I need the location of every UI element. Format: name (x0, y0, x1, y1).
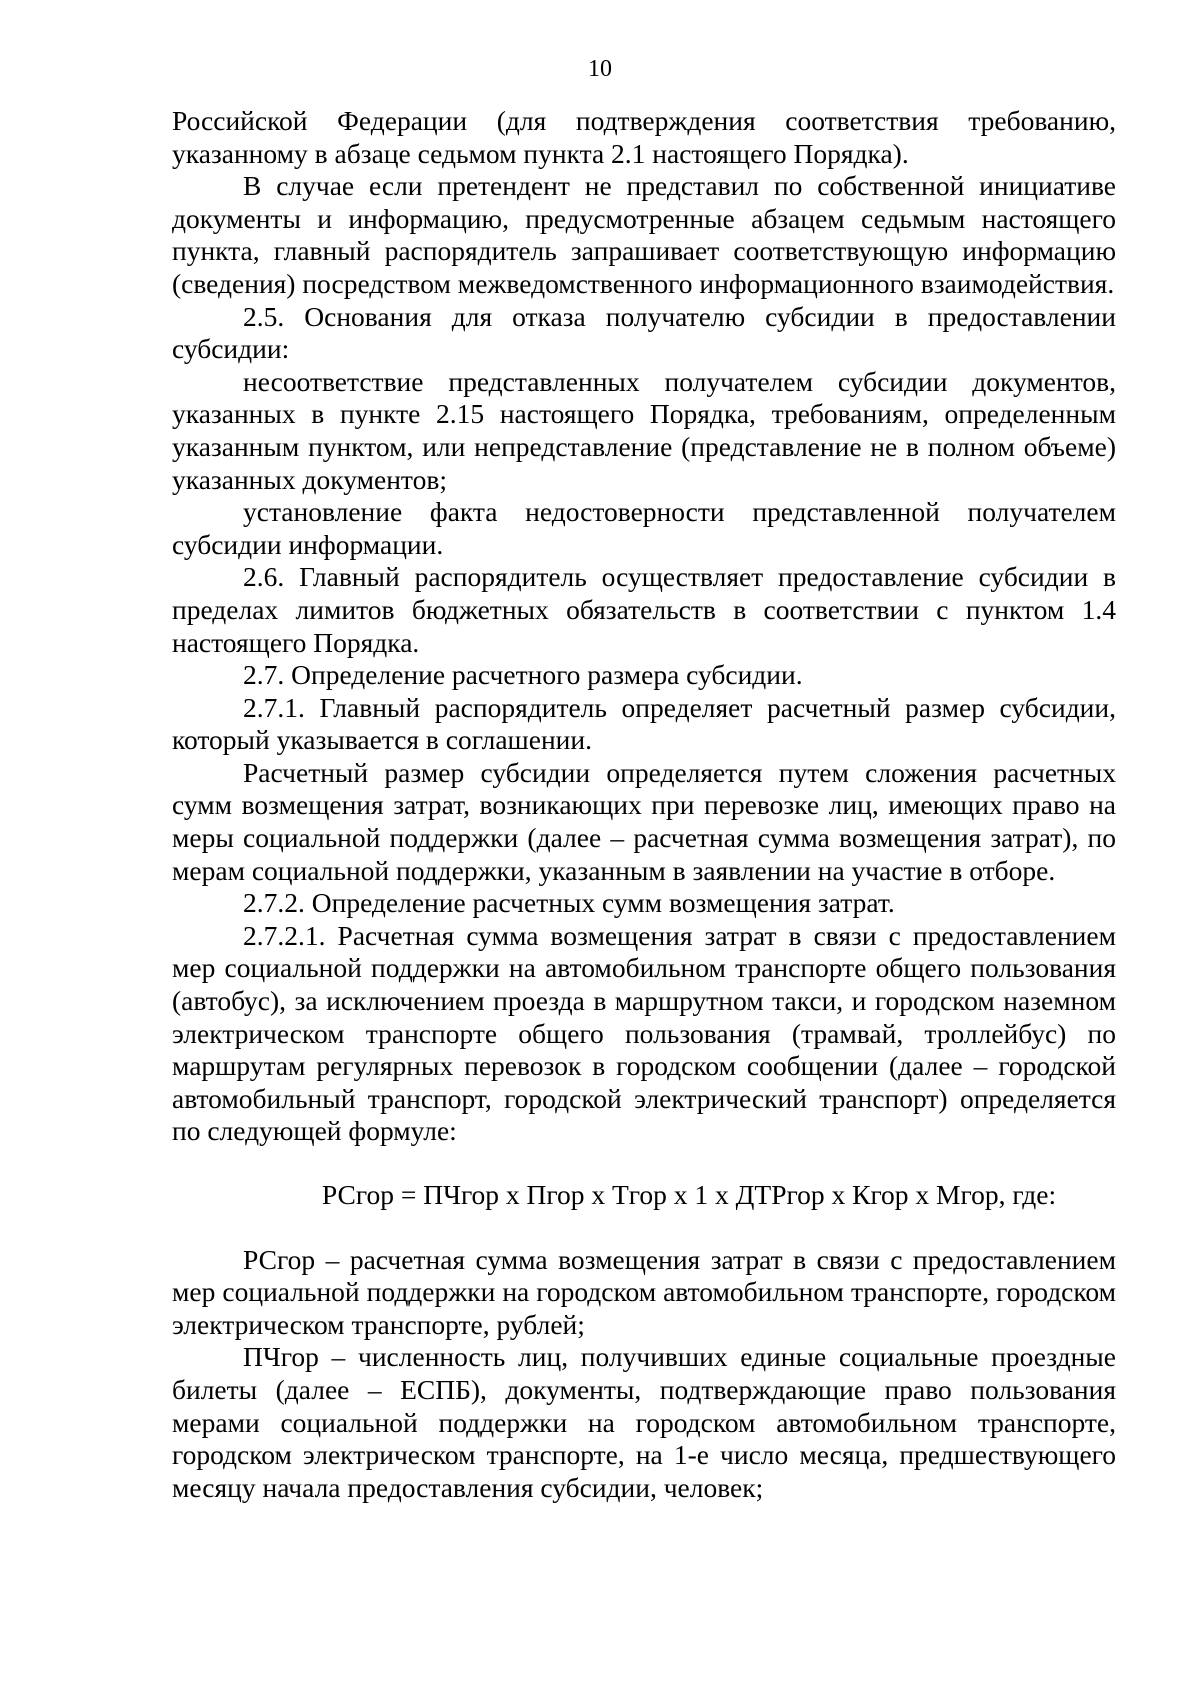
paragraph: РСгор – расчетная сумма возмещения затрат в связи с предоставлением мер социальной поддержки на городском автомобильном транспорте, городском электрическом транспорте, рублей; (172, 1243, 1116, 1340)
paragraph: В случае если претендент не представил по собственной инициативе документы и информацию, предусмотренные абзацем седьмым настоящего пункта, главный распорядитель запрашивает соответствующую информацию (сведения) посредством межведомственного информационного взаимодействия. (172, 170, 1116, 299)
paragraph: 2.6. Главный распорядитель осуществляет предоставление субсидии в пределах лимитов бюджетных обязательств в соответствии с пунктом 1.4 настоящего Порядка. (172, 561, 1116, 658)
document-body (172, 105, 1116, 1504)
paragraph: 2.7.1. Главный распорядитель определяет расчетный размер субсидии, который указывается в соглашении. (172, 691, 1116, 756)
formula: РСгор = ПЧгор х Пгор х Тгор х 1 х ДТРгор х Кгор х Мгор, где: (321, 1179, 1057, 1210)
paragraph: установление факта недостоверности представленной получателем субсидии информации. (172, 496, 1116, 560)
paragraph: несоответствие представленных получателем субсидии документов, указанных в пункте 2.15 настоящего Порядка, требованиям, определенным указанным пунктом, или непредставление (представление не в полном объеме) указанных документов; (172, 365, 1116, 495)
paragraph: 2.7. Определение расчетного размера субсидии. (243, 659, 803, 691)
page-number: 10 (588, 56, 612, 82)
paragraph: 2.7.2. Определение расчетных сумм возмещения затрат. (243, 887, 895, 919)
paragraph: 2.7.2.1. Расчетная сумма возмещения затрат в связи с предоставлением мер социальной поддержки на автомобильном транспорте общего пользования (автобус), за исключением проезда в маршрутном такси, и городском наземном электрическом транспорте общего пользования (трамвай, троллейбус) по маршрутам регулярных перевозок в городском сообщении (далее – городской автомобильный транспорт, городской электрический транспорт) определяется по следующей формуле: (172, 919, 1116, 1147)
paragraph: ПЧгор – численность лиц, получивших единые социальные проездные билеты (далее – ЕСПБ), документы, подтверждающие право пользования мерами социальной поддержки на городском автомобильном транспорте, городском электрическом транспорте, на 1-е число месяца, предшествующего месяцу начала предоставления субсидии, человек; (172, 1341, 1116, 1503)
paragraph: Российской Федерации (для подтверждения соответствия требованию, указанному в абзаце седьмом пункта 2.1 настоящего Порядка). (172, 105, 1116, 169)
paragraph: 2.5. Основания для отказа получателю субсидии в предоставлении субсидии: (172, 300, 1116, 365)
paragraph: Расчетный размер субсидии определяется путем сложения расчетных сумм возмещения затрат, возникающих при перевозке лиц, имеющих право на меры социальной поддержки (далее – расчетная сумма возмещения затрат), по мерам социальной поддержки, указанным в заявлении на участие в отборе. (172, 756, 1116, 886)
